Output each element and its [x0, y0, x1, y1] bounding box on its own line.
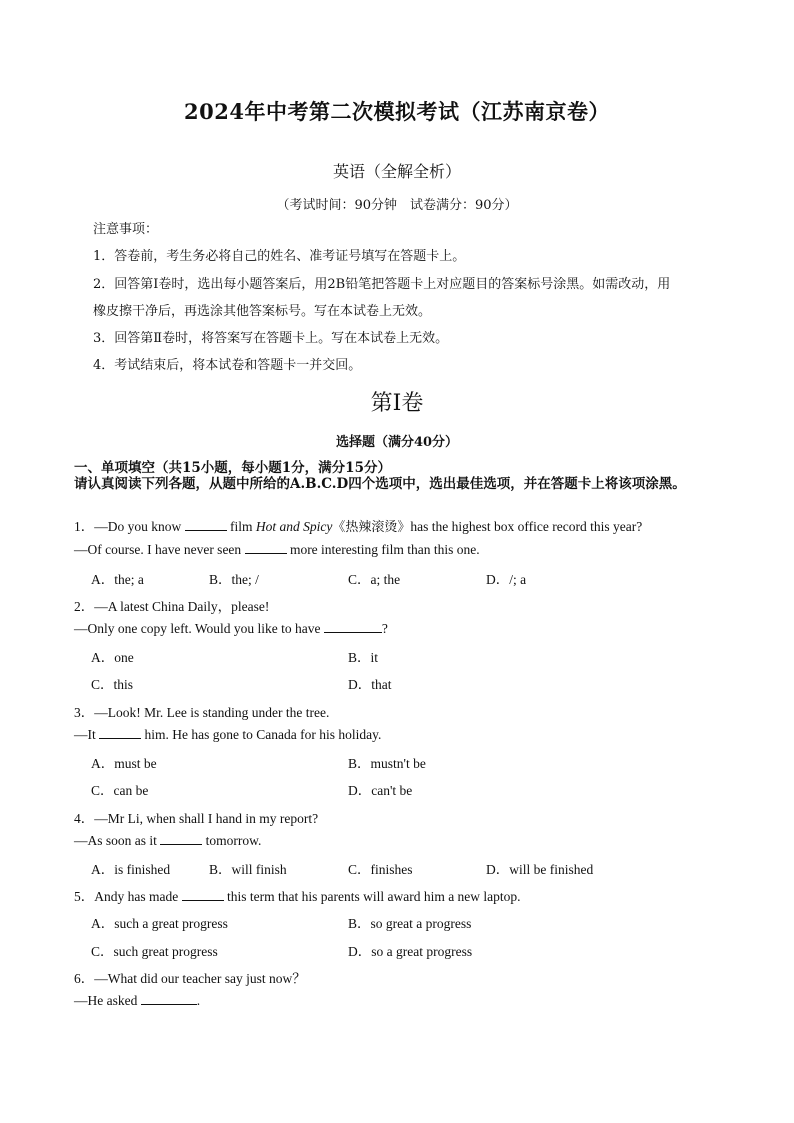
option-c: C．such great progress — [91, 944, 218, 959]
question-2-reply — [74, 621, 388, 637]
film-title-cn: 《热辣滚烫》 — [332, 520, 411, 535]
question-number: 5． — [74, 889, 95, 904]
option-b: B．it — [348, 650, 379, 665]
exam-info: （考试时间：90分钟 试卷满分：90分） — [276, 198, 518, 213]
question-5-stem — [74, 885, 521, 905]
question-6-stem — [74, 967, 306, 987]
question-text: . — [196, 993, 201, 1008]
option-a: A．the; a — [91, 572, 144, 587]
question-6-reply — [74, 993, 200, 1009]
section-subheading: 选择题（满分40分） — [335, 435, 459, 450]
part1-instruction: 请认真阅读下列各题，从题中所给的A.B.C.D四个选项中，选出最佳选项，并在答题卡上将该项涂黑。 — [74, 476, 686, 492]
question-text: —A latest China Daily，please! — [94, 599, 270, 614]
notes-heading: 注意事项： — [93, 222, 159, 237]
notes-item-1: 1．答卷前，考生务必将自己的姓名、准考证号填写在答题卡上。 — [93, 249, 466, 264]
answer-blank — [324, 621, 382, 633]
option-d: D．/; a — [486, 572, 527, 587]
question-3-reply — [74, 727, 381, 743]
question-1-stem — [74, 515, 642, 535]
question-text: —Only one copy left. Would you like to have — [74, 621, 321, 636]
question-text: —Do you know — [94, 519, 182, 534]
question-3-stem — [74, 701, 329, 721]
option-b: B．so great a progress — [348, 916, 472, 931]
option-c: C．this — [91, 677, 134, 692]
option-d: D．can't be — [348, 783, 413, 798]
page-title: 2024年中考第二次模拟考试（江苏南京卷） — [184, 99, 610, 124]
question-1-reply — [74, 542, 480, 558]
question-text: —It — [74, 727, 96, 742]
question-2-stem — [74, 595, 269, 615]
question-text: him. He has gone to Canada for his holiday. — [144, 727, 382, 742]
answer-blank — [141, 993, 197, 1005]
question-text: Andy has made — [94, 889, 179, 904]
answer-blank — [99, 727, 141, 739]
question-text: —He asked — [74, 993, 138, 1008]
question-text: —As soon as it — [74, 833, 157, 848]
option-c: C．can be — [91, 783, 149, 798]
answer-blank — [245, 542, 287, 554]
option-c: C．a; the — [348, 572, 401, 587]
question-number: 2． — [74, 599, 95, 614]
question-text: —Mr Li, when shall I hand in my report? — [94, 811, 319, 826]
answer-blank — [182, 889, 224, 901]
page-subtitle: 英语（全解全析） — [332, 162, 461, 181]
option-b: B．will finish — [209, 862, 287, 877]
notes-item-3: 3．回答第Ⅱ卷时，将答案写在答题卡上。写在本试卷上无效。 — [93, 331, 449, 346]
option-d: D．that — [348, 677, 392, 692]
question-4-stem — [74, 807, 318, 827]
question-text: —What did our teacher say just now？ — [94, 971, 306, 986]
option-d: D．will be finished — [486, 862, 594, 877]
option-b: B．mustn't be — [348, 756, 426, 771]
question-text: ? — [381, 621, 388, 636]
question-number: 4． — [74, 811, 95, 826]
question-number: 1． — [74, 519, 95, 534]
answer-blank — [185, 519, 227, 531]
option-a: A．must be — [91, 756, 157, 771]
question-text: film — [230, 519, 253, 534]
question-number: 3． — [74, 705, 95, 720]
option-b: B．the; / — [209, 572, 259, 587]
option-d: D．so a great progress — [348, 944, 473, 959]
option-a: A．such a great progress — [91, 916, 228, 931]
notes-item-2-cont: 橡皮擦干净后，再选涂其他答案标号。写在本试卷上无效。 — [93, 304, 432, 319]
question-text: this term that his parents will award him a new laptop. — [226, 889, 521, 904]
part1-heading: 一、单项填空（共15小题，每小题1分，满分15分） — [74, 460, 391, 476]
question-text: tomorrow. — [205, 833, 262, 848]
question-number: 6． — [74, 971, 95, 986]
option-c: C．finishes — [348, 862, 413, 877]
option-a: A．is finished — [91, 862, 171, 877]
notes-item-4: 4．考试结束后，将本试卷和答题卡一并交回。 — [93, 358, 362, 373]
film-title: Hot and Spicy — [255, 519, 333, 534]
answer-blank — [160, 833, 202, 845]
section-heading: 第Ⅰ卷 — [370, 391, 424, 416]
notes-item-2: 2．回答第Ⅰ卷时，选出每小题答案后，用2B铅笔把答题卡上对应题目的答案标号涂黑。如需改动，用 — [93, 277, 671, 292]
question-text: has the highest box office record this year? — [410, 519, 643, 534]
question-text: more interesting film than this one. — [289, 542, 480, 557]
option-a: A．one — [91, 650, 134, 665]
question-4-reply — [74, 833, 261, 849]
question-text: —Of course. I have never seen — [74, 542, 242, 557]
question-text: —Look! Mr. Lee is standing under the tree. — [94, 705, 330, 720]
